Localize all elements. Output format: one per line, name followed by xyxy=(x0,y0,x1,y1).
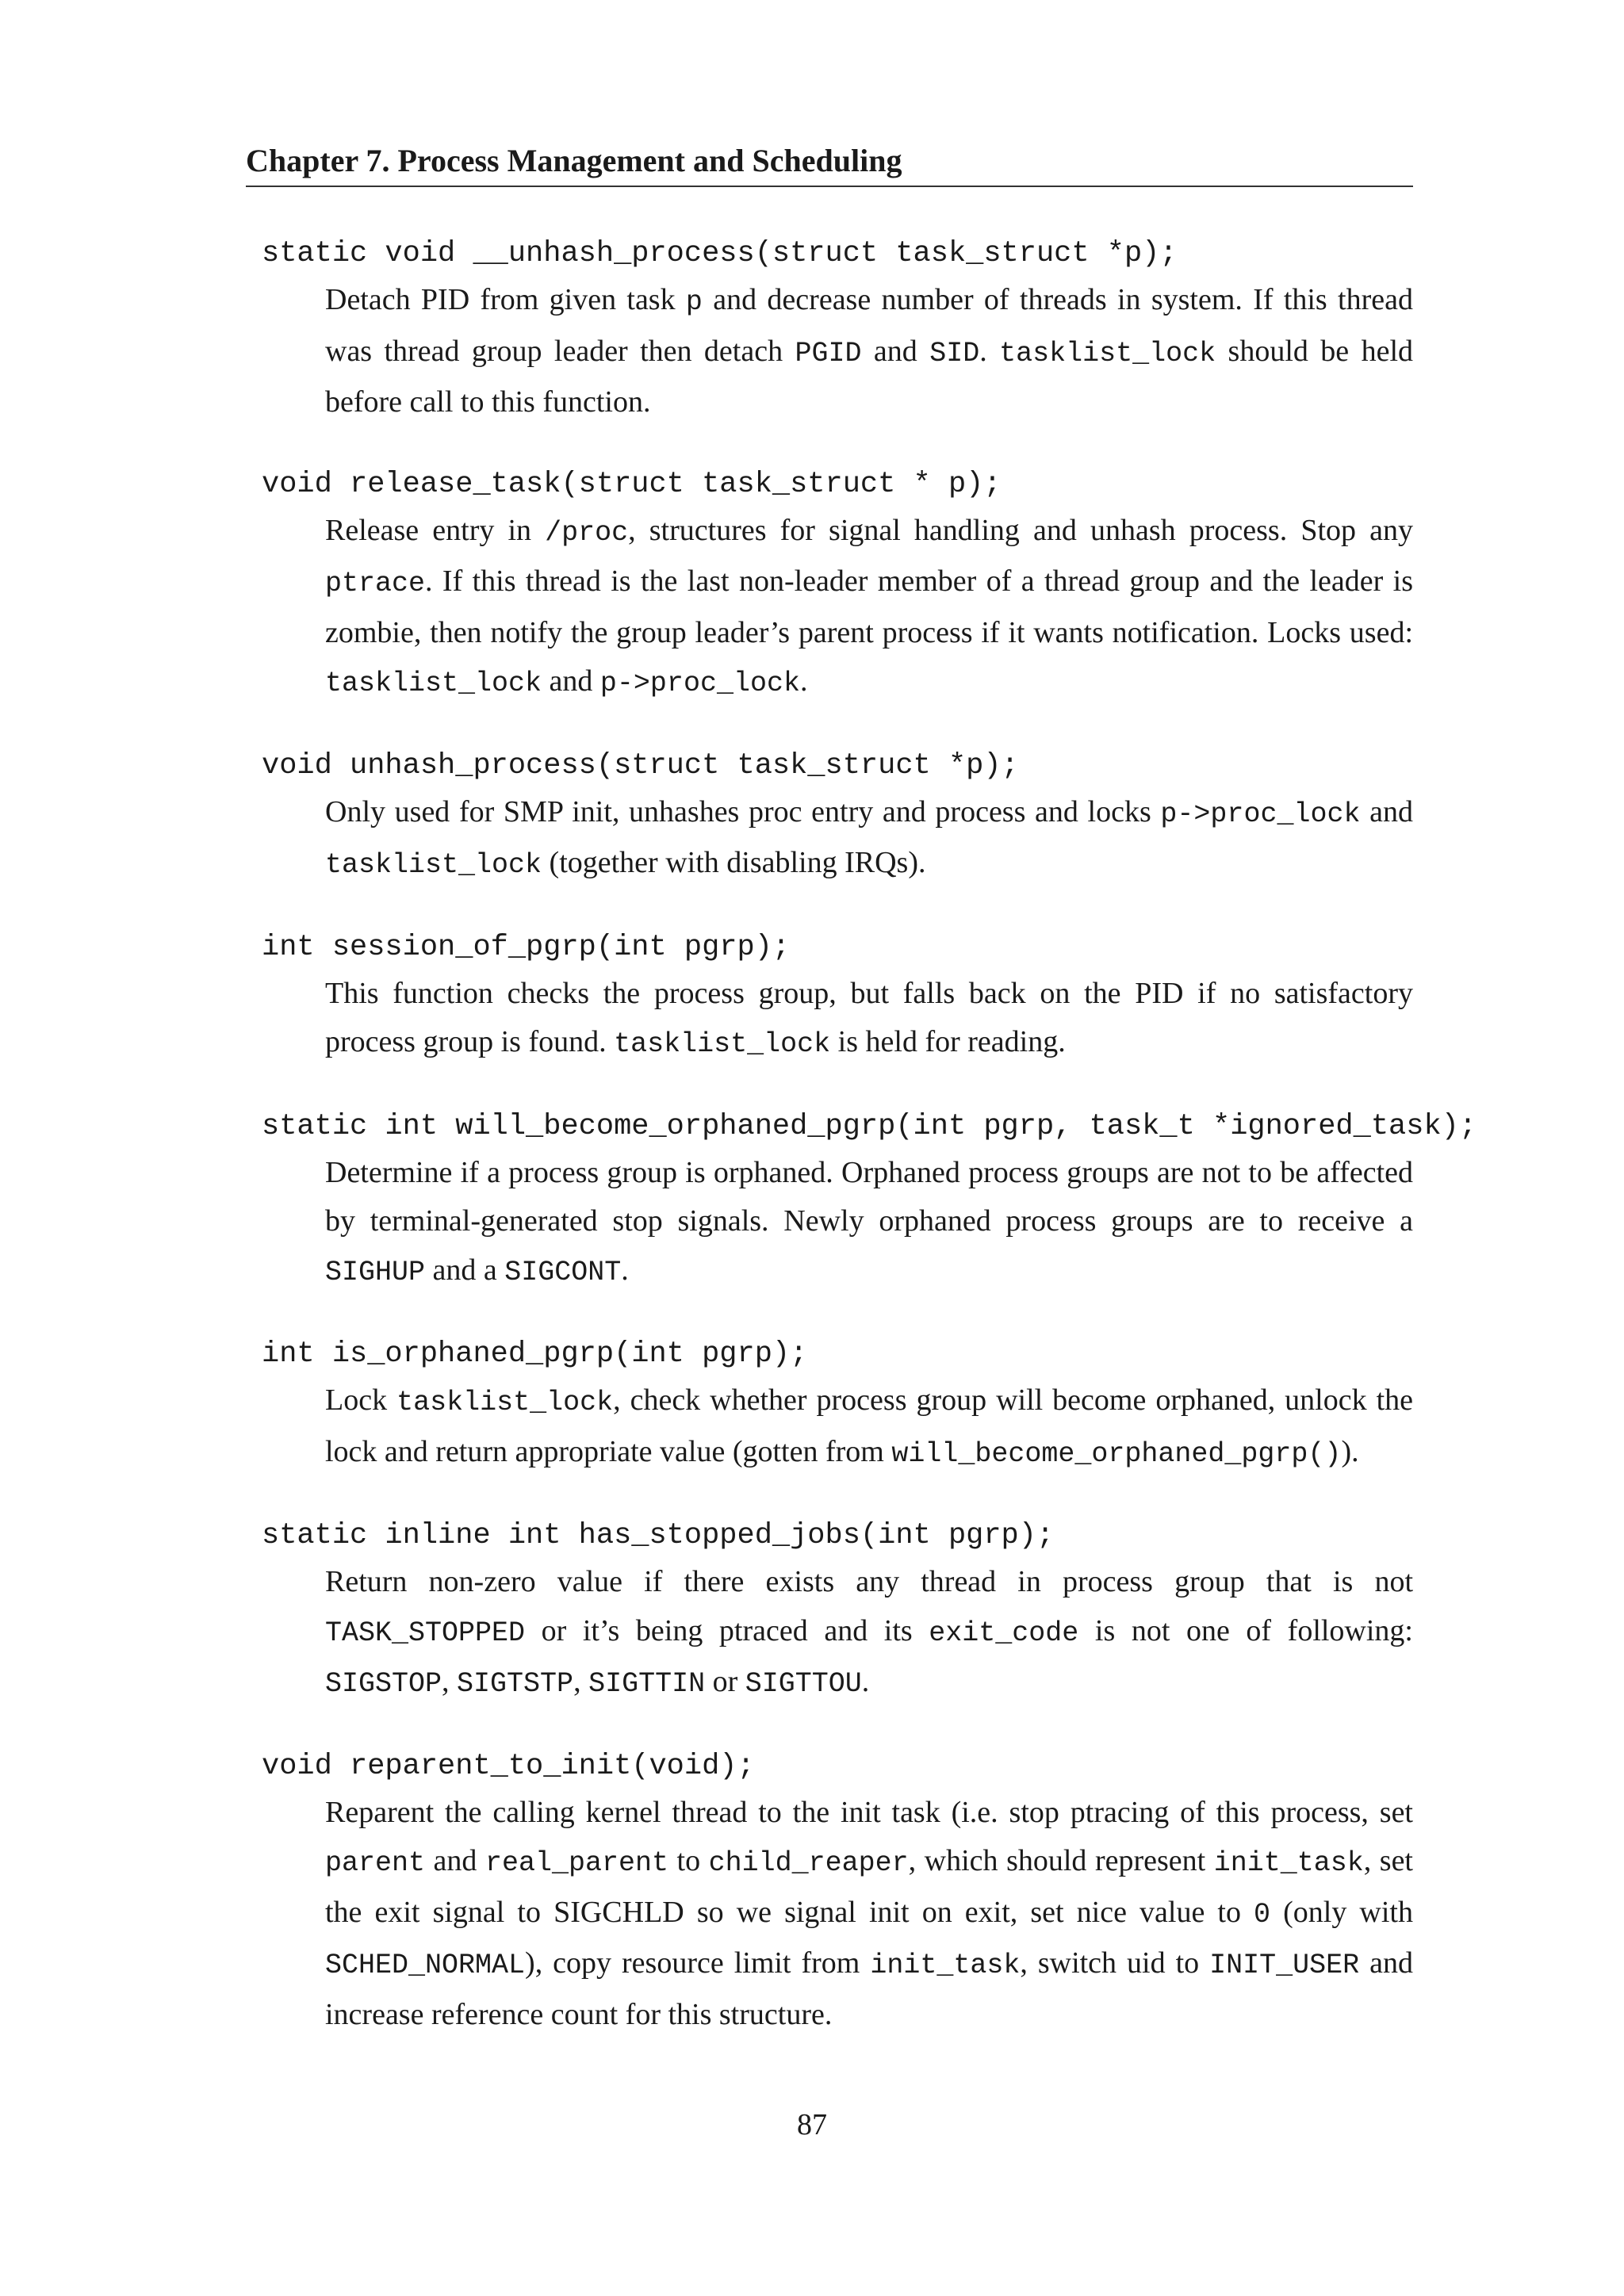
inline-code: SIGTSTP xyxy=(457,1668,574,1700)
header-rule xyxy=(246,186,1413,187)
running-header: Chapter 7. Process Management and Scheduling xyxy=(246,143,902,178)
inline-code: SIGTTOU xyxy=(745,1668,862,1700)
inline-code: 0 xyxy=(1254,1898,1271,1931)
inline-code: parent xyxy=(325,1847,426,1879)
function-signature: void reparent_to_init(void); xyxy=(262,1749,755,1783)
function-description: Reparent the calling kernel thread to the init task (i.e. stop ptracing of this process, set parent and real_parent to child_reaper, which should represent init_task, set the exit signal to SIGCHLD so we signal init on exit, set nice value to 0 (only with SCHED_NORMAL), copy resource limit from init_task, switch uid to INIT_USER and increase reference count for this structure. xyxy=(325,1795,1414,2031)
function-signature: void release_task(struct task_struct * p); xyxy=(262,467,1002,501)
function-description: This function checks the process group, but falls back on the PID if no satisfactory process group is found. tasklist_lock is held for reading. xyxy=(325,976,1413,1060)
inline-code: p->proc_lock xyxy=(599,668,800,699)
inline-code: tasklist_lock xyxy=(614,1028,831,1060)
inline-code: tasklist_lock xyxy=(396,1387,614,1418)
function-entry xyxy=(262,232,1413,427)
inline-code: real_parent xyxy=(485,1847,668,1879)
inline-code: ptrace xyxy=(325,568,426,599)
function-signature: void unhash_process(struct task_struct *p); xyxy=(262,748,1019,783)
inline-code: SIGTTIN xyxy=(588,1668,706,1700)
inline-code: SIGSTOP xyxy=(325,1668,442,1700)
inline-code: TASK_STOPPED xyxy=(325,1617,526,1649)
function-description: Detach PID from given task p and decrease number of threads in system. If this thread was thread group leader then detach PGID and SID. tasklist_lock should be held before call to this function. xyxy=(325,283,1413,419)
inline-code: p xyxy=(685,286,703,318)
function-entry xyxy=(262,462,1413,709)
inline-code: INIT_USER xyxy=(1209,1950,1360,1981)
function-entry xyxy=(262,1513,1413,1709)
function-description: Return non-zero value if there exists any thread in process group that is not TASK_STOPPED or it’s being ptraced and its exit_code is not one of following: SIGSTOP, SIGTSTP, SIGTTIN or SIGTTOU. xyxy=(325,1565,1413,1700)
function-description: Lock tasklist_lock, check whether process group will become orphaned, unlock the lock and return appropriate value (gotten from will_become_orphaned_pgrp()). xyxy=(325,1383,1414,1470)
inline-code: init_task xyxy=(870,1950,1021,1981)
inline-code: PGID xyxy=(795,337,862,369)
function-entry xyxy=(262,1332,1413,1479)
inline-code: SID xyxy=(929,337,980,369)
inline-code: SIGHUP xyxy=(325,1256,426,1288)
function-signature: int is_orphaned_pgrp(int pgrp); xyxy=(262,1337,808,1371)
inline-code: tasklist_lock xyxy=(999,337,1216,369)
function-entry xyxy=(262,925,1413,1070)
inline-code: SCHED_NORMAL xyxy=(325,1950,526,1981)
function-signature: static int will_become_orphaned_pgrp(int pgrp, task_t *ignored_task); xyxy=(262,1109,1477,1143)
function-signature: static inline int has_stopped_jobs(int pgrp); xyxy=(262,1519,1055,1552)
inline-code: init_task xyxy=(1213,1847,1364,1879)
function-list xyxy=(262,232,1477,2074)
page-number: 87 xyxy=(797,2108,827,2141)
inline-code: SIGCONT xyxy=(504,1256,622,1288)
inline-code: /proc xyxy=(545,516,629,549)
function-description: Release entry in /proc, structures for signal handling and unhash process. Stop any ptrace. If this thread is the last non-leader member of a thread group and the leader is zombie, then notify the group leader’s parent process if it wants notification. Locks used: tasklist_lock and p->proc_lock. xyxy=(325,513,1413,699)
inline-code: p->proc_lock xyxy=(1160,798,1361,830)
inline-code: tasklist_lock xyxy=(325,849,542,881)
function-signature: int session_of_pgrp(int pgrp); xyxy=(262,930,791,964)
function-signature: static void __unhash_process(struct task_struct *p); xyxy=(262,237,1178,270)
inline-code: child_reaper xyxy=(708,1847,909,1879)
inline-code: tasklist_lock xyxy=(325,668,542,699)
inline-code: exit_code xyxy=(929,1617,1079,1649)
function-description: Only used for SMP init, unhashes proc entry and process and locks p->proc_lock and tasklist_lock (together with disabling IRQs). xyxy=(325,794,1413,881)
function-entry xyxy=(262,744,1413,890)
inline-code: will_become_orphaned_pgrp() xyxy=(891,1437,1342,1470)
function-description: Determine if a process group is orphaned. Orphaned process groups are not to be affected by terminal-generated stop signals. Newly orphaned process groups are to receive a SIGHUP and a SIGCONT. xyxy=(325,1155,1413,1288)
function-entry xyxy=(262,1744,1413,2040)
function-entry xyxy=(262,1104,1477,1298)
